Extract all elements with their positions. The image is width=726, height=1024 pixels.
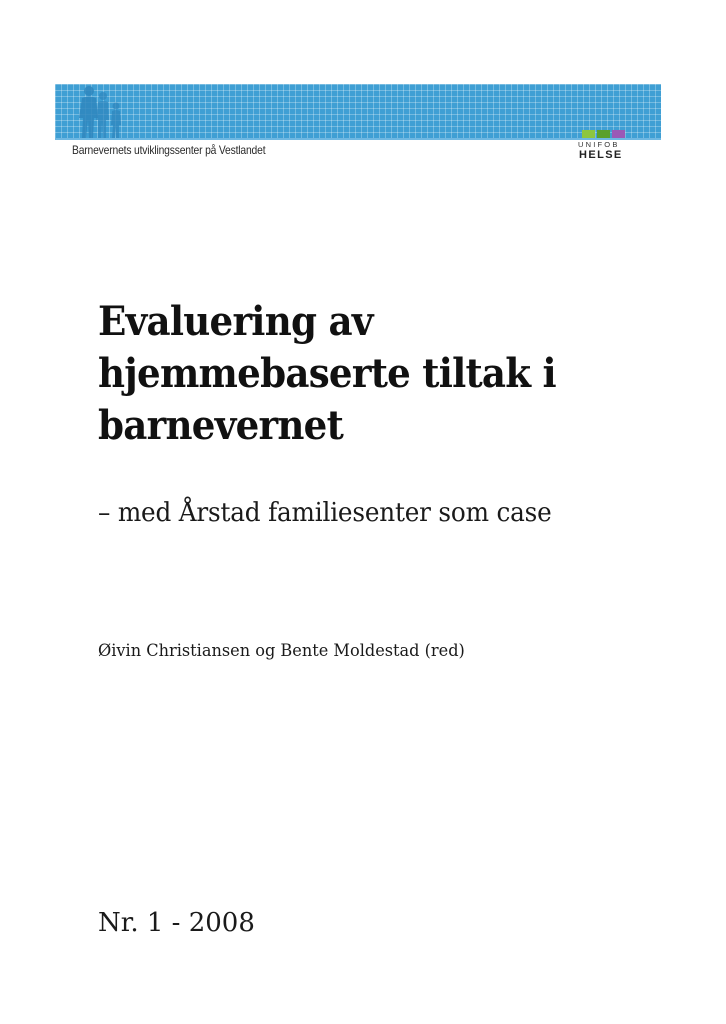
logo-block-purple	[612, 130, 625, 138]
title-line: Evaluering av	[98, 298, 373, 345]
banner-divider	[55, 138, 661, 140]
report-authors: Øivin Christiansen og Bente Moldestad (red)	[98, 641, 465, 661]
report-subtitle: – med Årstad familiesenter som case	[98, 498, 552, 528]
logo-block-green	[597, 130, 610, 138]
issue-number: Nr. 1 - 2008	[98, 908, 255, 938]
title-line: hjemmebaserte tiltak i	[98, 350, 556, 397]
logo-unifob-text: UNIFOB	[578, 140, 620, 149]
report-title	[98, 296, 637, 452]
family-silhouette-image	[73, 84, 133, 138]
unifob-helse-logo	[578, 130, 628, 166]
logo-color-blocks	[582, 130, 626, 138]
title-line: barnevernet	[98, 402, 344, 449]
logo-block-light-green	[582, 130, 595, 138]
logo-helse-text: HELSE	[579, 149, 623, 161]
header-banner	[55, 84, 661, 138]
center-name: Barnevernets utviklingssenter på Vestlandet	[72, 143, 266, 157]
